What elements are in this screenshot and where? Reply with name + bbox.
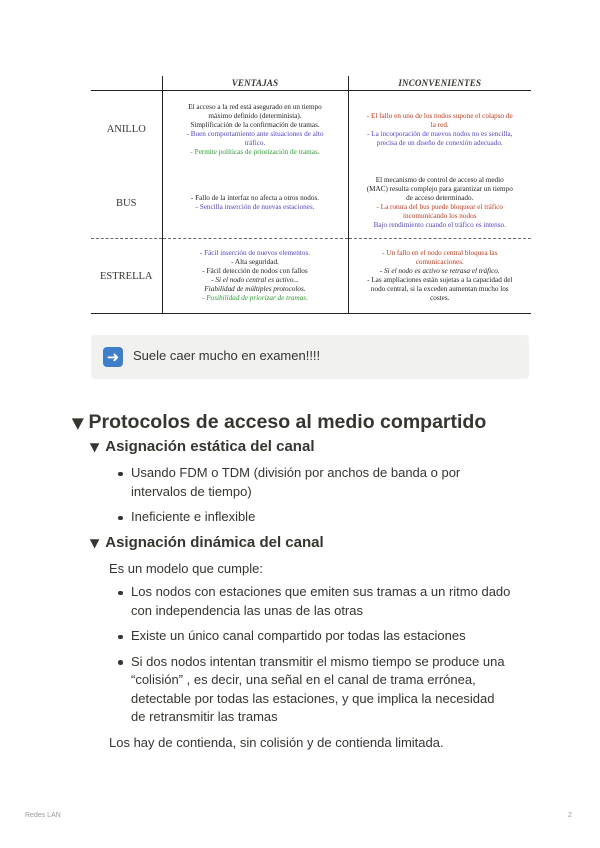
- inconvenientes-line: (MAC) resulta complejo para garantizar un tiempo: [366, 185, 513, 193]
- ventajas-line: - Buen comportamiento ante situaciones de alto: [186, 129, 324, 138]
- comparison-table-image: [91, 76, 531, 314]
- list-item: Usando FDM o TDM (división por anchos de banda o por intervalos de tiempo): [118, 464, 511, 501]
- ventajas-line: tráfico.: [244, 138, 266, 147]
- ventajas-cell: [162, 168, 348, 239]
- table-header-ventajas: VENTAJAS: [162, 76, 348, 91]
- inconvenientes-line: de acceso determinado.: [406, 194, 474, 202]
- section-heading-toggle[interactable]: [72, 411, 486, 434]
- row-label: ESTRELLA: [91, 239, 162, 314]
- inconvenientes-line: El mecanismo de control de acceso al medio: [375, 176, 504, 184]
- table-header-blank: [91, 76, 162, 91]
- inconvenientes-line: - Las ampliaciones están sujetas a la capacidad del: [367, 276, 513, 284]
- inconvenientes-line: incomunicando los nodos: [403, 212, 477, 220]
- dynamic-assignment-title: Asignación dinámica del canal: [105, 534, 324, 551]
- footer-title: Redes LAN: [25, 812, 61, 819]
- inconvenientes-line: - La incorporación de nuevos nodos no es sencilla,: [366, 129, 513, 138]
- dynamic-assignment-toggle[interactable]: [90, 534, 324, 551]
- section-title: Protocolos de acceso al medio compartido: [88, 411, 487, 433]
- table-row: [91, 168, 531, 239]
- ventajas-line: Fiabilidad de múltiples protocolos.: [204, 285, 306, 293]
- dynamic-intro: Es un modelo que cumple:: [109, 561, 263, 576]
- inconvenientes-line: - Un fallo en el nodo central bloquea las: [382, 249, 498, 257]
- inconvenientes-line: - El fallo en uno de los nodos supone el colapso de: [366, 111, 513, 120]
- page-number: 2: [568, 812, 572, 819]
- list-item: Si dos nodos intentan transmitir el mismo tiempo se produce una “colisión” , es decir, una señal en el canal de trama errónea, detectable por todas las estaciones, y que implica la necesidad de retransmitir las tramas: [118, 653, 511, 727]
- inconvenientes-cell: [348, 168, 531, 239]
- table-header-inconvenientes: INCONVENIENTES: [348, 76, 531, 91]
- dynamic-outro: Los hay de contienda, sin colisión y de contienda limitada.: [109, 735, 444, 750]
- inconvenientes-line: precisa de un diseño de conexión adecuado.: [376, 138, 503, 147]
- callout-text: Suele caer mucho en examen!!!!: [133, 348, 321, 363]
- inconvenientes-line: - La rotura del bus puede bloquear el tráfico: [376, 203, 504, 211]
- toggle-triangle-icon[interactable]: ▼: [89, 536, 100, 550]
- ventajas-line: Simplificación de la confirmación de tramas.: [190, 120, 320, 129]
- ventajas-line: El acceso a la red está asegurado en un tiempo: [188, 102, 322, 111]
- inconvenientes-line: Bajo rendimiento cuando el tráfico es intenso.: [373, 221, 506, 229]
- toggle-triangle-icon[interactable]: ▼: [89, 440, 100, 454]
- list-item: Ineficiente e inflexible: [118, 508, 511, 527]
- table-row: [91, 239, 531, 314]
- row-label: BUS: [91, 168, 162, 239]
- row-label: ANILLO: [91, 91, 162, 169]
- ventajas-line: - Posibilidad de priorizar de tramas.: [202, 294, 308, 302]
- ventajas-line: - Permite políticas de priorización de tramas.: [190, 147, 320, 156]
- inconvenientes-line: nodo central, si la exceden aumentan mucho los: [370, 285, 509, 293]
- ventajas-line: - Fallo de la interfaz no afecta a otros nodos.: [190, 194, 320, 202]
- right-arrow-icon: ➜: [103, 347, 123, 367]
- ventajas-cell: [162, 239, 348, 314]
- comparison-table: [91, 76, 531, 314]
- static-assignment-list: [118, 464, 511, 527]
- static-assignment-title: Asignación estática del canal: [105, 438, 315, 455]
- inconvenientes-cell: [348, 239, 531, 314]
- inconvenientes-cell: [348, 91, 531, 169]
- static-assignment-toggle[interactable]: [90, 438, 314, 455]
- toggle-triangle-icon[interactable]: ▼: [71, 414, 84, 432]
- ventajas-line: - Sencilla inserción de nuevas estaciones.: [195, 203, 315, 211]
- inconvenientes-line: costes.: [430, 294, 450, 302]
- table-row: [91, 91, 531, 169]
- ventajas-line: - Alta seguridad.: [231, 258, 279, 266]
- exam-callout: [91, 335, 529, 379]
- ventajas-cell: [162, 91, 348, 169]
- inconvenientes-line: la red.: [430, 120, 449, 129]
- ventajas-line: - Si el nodo central es activo...: [211, 276, 299, 284]
- ventajas-line: máximo definido (determinista).: [208, 111, 302, 120]
- list-item: Existe un único canal compartido por todas las estaciones: [118, 627, 511, 646]
- inconvenientes-line: - Si el nodo es activo se retrasa el tráfico.: [379, 267, 500, 275]
- list-item: Los nodos con estaciones que emiten sus tramas a un ritmo dado con independencia las unas de las otras: [118, 583, 511, 620]
- dynamic-assignment-list: [118, 583, 511, 727]
- ventajas-line: - Fácil inserción de nuevos elementos.: [199, 249, 311, 257]
- inconvenientes-line: comunicaciones.: [415, 258, 464, 266]
- ventajas-line: - Fácil detección de nodos con fallos: [202, 267, 308, 275]
